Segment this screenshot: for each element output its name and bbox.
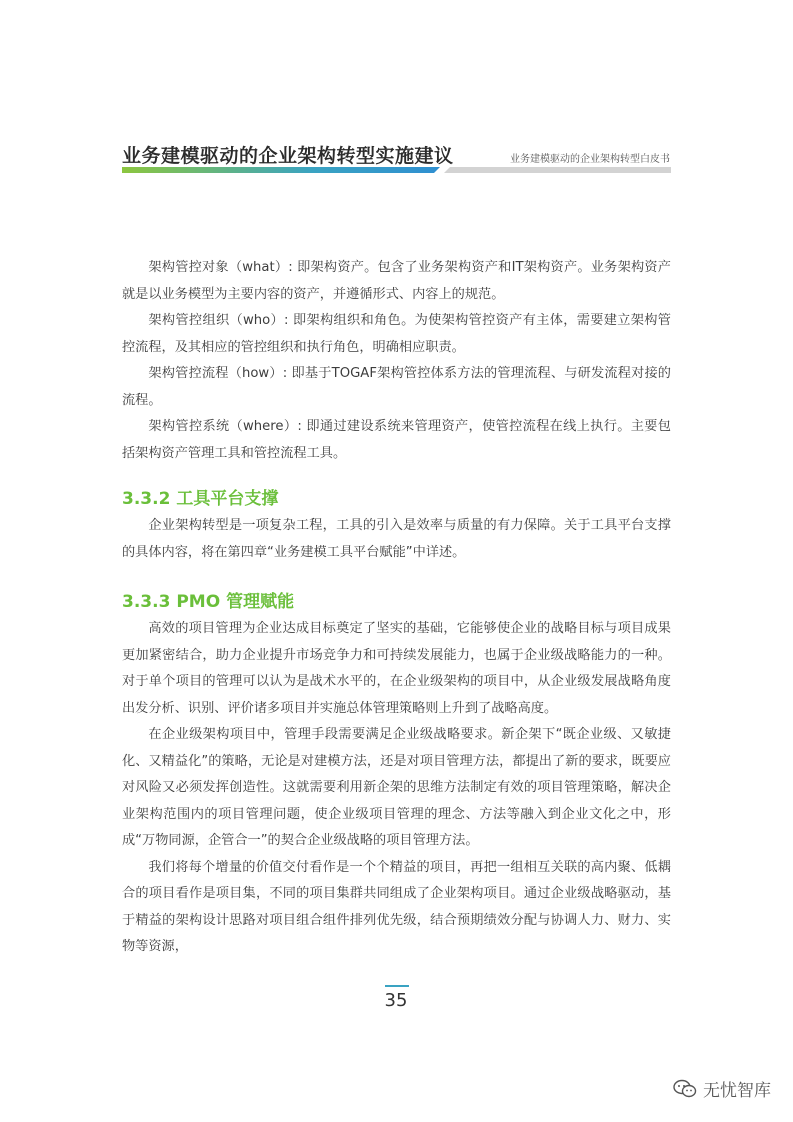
paragraph-tool-platform: 企业架构转型是一项复杂工程，工具的引入是效率与质量的有力保障。关于工具平台支撑的具体内容，将在第四章“业务建模工具平台赋能”中详述。 bbox=[122, 518, 671, 560]
paragraph-pmo-3: 我们将每个增量的价值交付看作是一个个精益的项目，再把一组相互关联的高内聚、低耦合的项目看作是项目集，不同的项目集群共同组成了企业架构项目。通过企业级战略驱动，基于精益的架构设计思路对项目组合组件排列优先级，结合预期绩效分配与协调人力、财力、实物等资源， bbox=[122, 859, 671, 954]
section-heading-3-3-3: 3.3.3 PMO 管理赋能 bbox=[122, 592, 295, 612]
paragraph-pmo-2: 在企业级架构项目中，管理手段需要满足企业级战略要求。新企架下“既企业级、又敏捷化、又精益化”的策略，无论是对建模方法，还是对项目管理方法，都提出了新的要求，既要应对风险又必须发挥创造性。这就需要利用新企架的思维方法制定有效的项目管理策略，解决企业架构范围内的项目管理问题，使企业级项目管理的理念、方法等融入到企业文化之中，形成“万物同源，企管合一”的契合企业级战略的项目管理方法。 bbox=[122, 727, 671, 848]
body-content bbox=[122, 255, 671, 961]
section-heading-3-3-2: 3.3.2 工具平台支撑 bbox=[122, 489, 279, 509]
watermark-text: 无忧智库 bbox=[703, 1081, 771, 1101]
page-number-mark bbox=[385, 985, 409, 987]
page-number: 35 bbox=[384, 990, 408, 1011]
header-bar-gray bbox=[444, 167, 671, 173]
paragraph-what: 架构管控对象（what）: 即架构资产。包含了业务架构资产和IT架构资产。业务架构资产就是以业务模型为主要内容的资产，并遵循形式、内容上的规范。 bbox=[122, 260, 671, 302]
paragraph-how: 架构管控流程（how）: 即基于TOGAF架构管控体系方法的管理流程、与研发流程对接的流程。 bbox=[122, 366, 671, 408]
paragraph-where: 架构管控系统（where）: 即通过建设系统来管理资产，使管控流程在线上执行。主要包括架构资产管理工具和管控流程工具。 bbox=[122, 419, 671, 461]
header-title: 业务建模驱动的企业架构转型实施建议 bbox=[122, 145, 454, 167]
header-bar-accent bbox=[122, 167, 440, 173]
header-divider-bar bbox=[122, 167, 671, 173]
header-subtitle: 业务建模驱动的企业架构转型白皮书 bbox=[510, 154, 670, 165]
paragraph-pmo-1: 高效的项目管理为企业达成目标奠定了坚实的基础，它能够使企业的战略目标与项目成果更加紧密结合，助力企业提升市场竞争力和可持续发展能力，也属于企业级战略能力的一种。对于单个项目的管理可以认为是战术水平的，在企业级架构的项目中，从企业级发展战略角度出发分析、识别、评价诸多项目并实施总体管理策略则上升到了战略高度。 bbox=[122, 621, 671, 716]
paragraph-who: 架构管控组织（who）: 即架构组织和角色。为使架构管控资产有主体，需要建立架构管控流程，及其相应的管控组织和执行角色，明确相应职责。 bbox=[122, 313, 671, 355]
watermark bbox=[673, 1076, 771, 1101]
wechat-icon bbox=[673, 1079, 697, 1099]
